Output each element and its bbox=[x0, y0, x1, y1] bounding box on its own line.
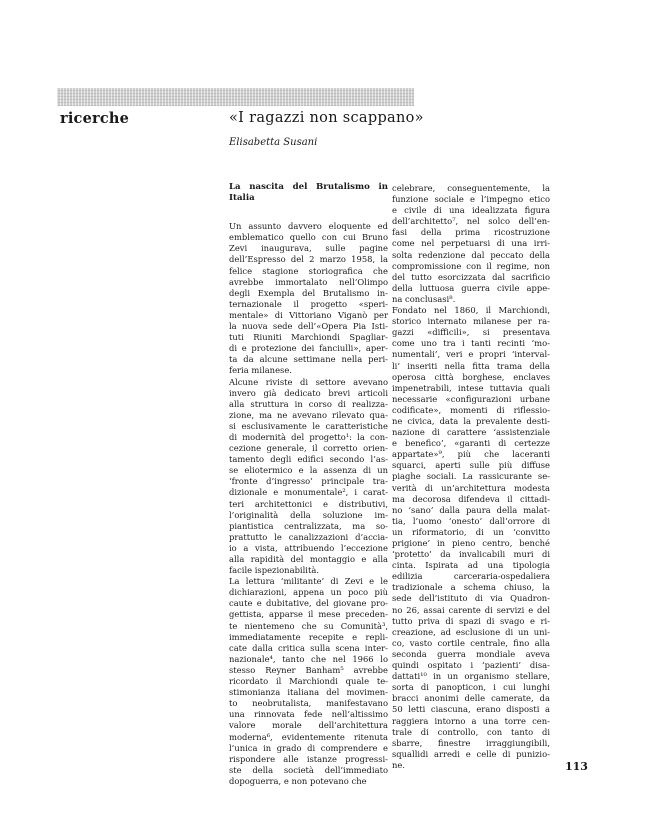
text-line: cezione generale, il corretto orien- bbox=[229, 443, 388, 454]
text-line: alla rapidità del montaggio e alla bbox=[229, 554, 388, 564]
text-line: tuti Riuniti Marchiondi Spagliar- bbox=[229, 332, 388, 343]
text-line: celebrare, conseguentemente, la bbox=[392, 183, 550, 193]
text-line: di e protezione dei fanciulli», aper- bbox=[229, 343, 388, 354]
text-line: verità di un’architettura modesta bbox=[392, 482, 550, 493]
text-line: ‘protetto’ da invalicabili muri di bbox=[392, 549, 550, 560]
text-line: compromissione con il regime, non bbox=[392, 260, 550, 271]
text-line: necessarie «configurazioni urbane bbox=[392, 393, 550, 404]
text-line: l’unica in grado di comprendere e bbox=[229, 742, 388, 753]
text-line: no ‘sano’ dalla paura della malat- bbox=[392, 504, 550, 515]
text-line: rispondere alle istanze progressi- bbox=[229, 753, 388, 764]
text-line: feria milanese. bbox=[229, 365, 292, 376]
text-line: prattutto le canalizzazioni d’accia- bbox=[229, 531, 388, 542]
text-line: seconda guerra mondiale aveva bbox=[392, 648, 550, 659]
text-line: Fondato nel 1860, il Marchiondi, bbox=[392, 305, 550, 316]
text-line: li’ inseriti nella fitta trama della bbox=[392, 360, 550, 371]
text-line: un riformatorio, di un ‘convitto bbox=[392, 526, 550, 537]
text-line: del tutto esorcizzata dal sacrificio bbox=[392, 271, 550, 282]
text-line: nazione di carattere ‘assistenziale bbox=[392, 427, 550, 438]
text-line: no 26, assai carente di servizi e del bbox=[392, 604, 550, 615]
text-line: immediatamente recepite e repli- bbox=[229, 631, 388, 642]
text-line: solta redenzione dal peccato della bbox=[392, 249, 550, 260]
text-line: fasi della prima ricostruzione bbox=[392, 227, 550, 238]
text-line: impenetrabili, intese tuttavia quali bbox=[392, 382, 550, 393]
article-title: «I ragazzi non scappano» bbox=[229, 110, 424, 126]
text-line: tia, l’uomo ‘onesto’ dall’orrore di bbox=[392, 515, 550, 526]
text-line: Zevi inaugurava, sulle pagine bbox=[229, 243, 388, 254]
section-label: ricerche bbox=[60, 110, 130, 127]
text-line: ne. bbox=[392, 759, 406, 770]
text-line: numentali’, veri e propri ‘interval- bbox=[392, 349, 550, 360]
text-line: te nientemeno che su Comunità³, bbox=[229, 620, 388, 631]
text-line: 50 letti ciascuna, erano disposti a bbox=[392, 704, 550, 715]
text-line: Alcune riviste di settore avevano bbox=[229, 376, 388, 387]
text-line: squallidi arredi e celle di punizio- bbox=[392, 748, 550, 759]
text-line: stesso Reyner Banham⁵ avrebbe bbox=[229, 664, 388, 675]
text-line: sbarre, finestre irraggiungibili, bbox=[392, 737, 550, 748]
text-line: raggiera intorno a una torre cen- bbox=[392, 715, 550, 726]
text-line: cate dalla critica sulla scena inter- bbox=[229, 642, 388, 653]
text-line: storico internato milanese per ra- bbox=[392, 316, 550, 327]
text-line: creazione, ad esclusione di un uni- bbox=[392, 626, 550, 637]
text-line: e benefico’, «garanti di certezze bbox=[392, 438, 550, 449]
text-line: una rinnovata fede nell’altissimo bbox=[229, 709, 388, 720]
text-line: codificate», momenti di riflessio- bbox=[392, 404, 550, 415]
text-line: teri architettonici e distributivi, bbox=[229, 498, 388, 509]
text-line: La lettura ‘militante’ di Zevi e le bbox=[229, 576, 388, 587]
text-line: gettista, apparse il mese preceden- bbox=[229, 609, 388, 620]
text-line: come nel perpetuarsi di una irri- bbox=[392, 238, 550, 249]
text-column-right bbox=[392, 183, 550, 771]
text-line: di modernità del progetto¹: la con- bbox=[229, 431, 388, 442]
text-column-left bbox=[229, 182, 388, 787]
header-band bbox=[57, 88, 414, 106]
text-line: caute e dubitative, del giovane pro- bbox=[229, 598, 388, 609]
text-line: piantistica centralizzata, ma so- bbox=[229, 520, 388, 531]
text-line: emblematico quello con cui Bruno bbox=[229, 232, 388, 243]
text-line: ma decorosa difendeva il cittadi- bbox=[392, 493, 550, 504]
text-line: ne civica, data la prevalente desti- bbox=[392, 415, 550, 426]
text-line: sorta di panopticon, i cui lunghi bbox=[392, 682, 550, 693]
text-line: ste della società dell’immediato bbox=[229, 764, 388, 775]
text-line: to neobrutalista, manifestavano bbox=[229, 698, 388, 709]
text-line: ‘fronte d’ingresso’ principale tra- bbox=[229, 476, 388, 487]
text-line: se eliotermico e la assenza di un bbox=[229, 465, 388, 476]
text-line: invero già dedicato brevi articoli bbox=[229, 387, 388, 398]
text-line: come uno tra i tanti recinti ‘mo- bbox=[392, 338, 550, 349]
text-line: appartate»⁹, più che laceranti bbox=[392, 449, 550, 460]
text-line: io a vista, attribuendo l’eccezione bbox=[229, 542, 388, 553]
text-line: prigione’ in pieno centro, benché bbox=[392, 538, 550, 548]
column-right-body bbox=[392, 183, 550, 771]
text-line: tradizionale a schema chiuso, la bbox=[392, 582, 550, 593]
text-line: sede dell’istituto di via Quadron- bbox=[392, 593, 550, 604]
text-line: alla struttura in corso di realizza- bbox=[229, 398, 388, 409]
text-line: valore morale dell’architettura bbox=[229, 720, 388, 731]
text-line: dichiarazioni, appena un poco più bbox=[229, 587, 388, 598]
text-line: dell’Espresso del 2 marzo 1958, la bbox=[229, 254, 388, 265]
text-line: l’originalità della soluzione im- bbox=[229, 509, 388, 520]
article-author: Elisabetta Susani bbox=[229, 137, 318, 148]
column-left-body bbox=[229, 221, 388, 787]
text-line: quindi ospitato i ‘pazienti’ disa- bbox=[392, 660, 550, 671]
text-line: co, vasto cortile centrale, fino alla bbox=[392, 637, 550, 648]
text-line: tamento degli edifici secondo l’as- bbox=[229, 454, 388, 465]
text-line: tutto priva di spazi di svago e ri- bbox=[392, 615, 550, 626]
text-line: moderna⁶, evidentemente ritenuta bbox=[229, 731, 388, 742]
text-line: ternazionale il progetto «speri- bbox=[229, 298, 388, 309]
text-line: zione, ma ne avevano rilevato qua- bbox=[229, 409, 388, 420]
text-line: cinta. Ispirata ad una tipologia bbox=[392, 560, 550, 571]
text-line: funzione sociale e l’impegno etico bbox=[392, 194, 550, 205]
text-line: trale di controllo, con tanto di bbox=[392, 726, 550, 737]
text-line: dizionale e monumentale², i carat- bbox=[229, 487, 388, 498]
text-line: ricordato il Marchiondi quale te- bbox=[229, 676, 388, 687]
text-line: dopoguerra, e non potevano che bbox=[229, 775, 367, 786]
text-line: na conclusasi⁸. bbox=[392, 293, 456, 304]
text-line: si esclusivamente le caratteristiche bbox=[229, 420, 388, 431]
text-line: operosa città borghese, enclaves bbox=[392, 371, 550, 382]
text-line: piaghe sociali. La rassicurante se- bbox=[392, 471, 550, 482]
text-line: dell’architetto⁷, nel solco dell’en- bbox=[392, 216, 550, 227]
text-line: della luttuosa guerra civile appe- bbox=[392, 282, 550, 293]
text-line: Un assunto davvero eloquente ed bbox=[229, 221, 388, 232]
text-line: felice stagione storiografica che bbox=[229, 265, 388, 276]
text-line: avrebbe immortalato nell’Olimpo bbox=[229, 276, 388, 287]
text-line: degli Exempla del Brutalismo in- bbox=[229, 287, 388, 298]
text-line: mentale» di Vittoriano Viganò per bbox=[229, 309, 388, 320]
text-line: stimonianza italiana del movimen- bbox=[229, 687, 388, 698]
text-line: nazionale⁴, tanto che nel 1966 lo bbox=[229, 653, 388, 664]
text-line: gazzi «difficili», si presentava bbox=[392, 327, 550, 338]
text-line: e civile di una idealizzata figura bbox=[392, 205, 550, 216]
text-line: facile ispezionabilità. bbox=[229, 565, 319, 576]
article-subheading: La nascita del Brutalismo in Italia bbox=[229, 182, 388, 204]
text-line: dattati¹⁰ in un organismo stellare, bbox=[392, 671, 550, 682]
text-line: ta da alcune settimane nella peri- bbox=[229, 354, 388, 365]
text-line: edilizia carceraria-ospedaliera bbox=[392, 571, 550, 582]
text-line: la nuova sede dell’«Opera Pia Isti- bbox=[229, 321, 388, 332]
text-line: bracci anonimi delle camerate, da bbox=[392, 693, 550, 704]
text-line: squarci, aperti sulle più diffuse bbox=[392, 460, 550, 471]
page-number: 113 bbox=[565, 760, 588, 773]
